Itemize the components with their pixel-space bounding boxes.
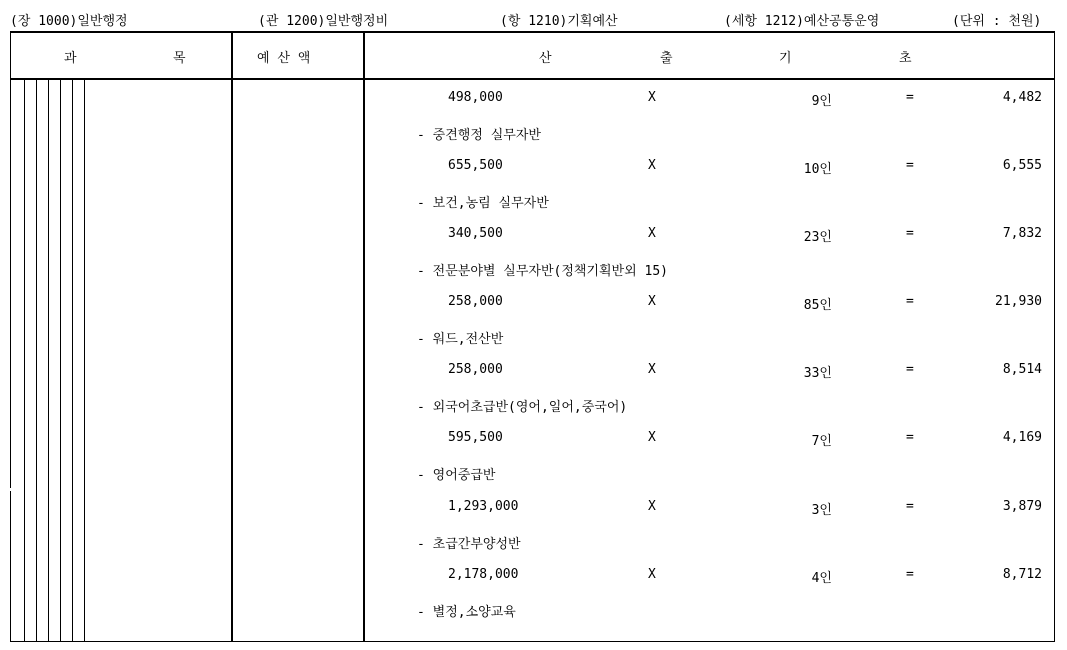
column-header-calc-2: 출 xyxy=(660,51,673,66)
header-gwan: (관 1200)일반행정비 xyxy=(258,14,389,29)
people-count: 33인 xyxy=(803,366,832,381)
multiply-sign: X xyxy=(648,226,656,241)
course-label: - 외국어초급반(영어,일어,중국어) xyxy=(417,400,628,415)
column-header-budget: 예 산 액 xyxy=(257,51,311,66)
calc-row xyxy=(11,226,1056,246)
course-label: - 중견행정 실무자반 xyxy=(417,128,541,143)
amount: 340,500 xyxy=(448,226,503,241)
amount: 595,500 xyxy=(448,430,503,445)
equals-sign: = xyxy=(906,567,914,582)
equals-sign: = xyxy=(906,499,914,514)
course-label-row xyxy=(11,192,1056,212)
budget-table xyxy=(10,31,1055,642)
multiply-sign: X xyxy=(648,567,656,582)
people-count: 4인 xyxy=(811,571,832,586)
amount: 1,293,000 xyxy=(448,499,519,514)
equals-sign: = xyxy=(906,158,914,173)
course-label-row xyxy=(11,328,1056,348)
calc-row xyxy=(11,499,1056,519)
course-label-row xyxy=(11,260,1056,280)
row-total: 3,879 xyxy=(1002,499,1042,514)
calc-row xyxy=(11,90,1056,110)
row-total: 21,930 xyxy=(995,294,1042,309)
equals-sign: = xyxy=(906,362,914,377)
column-header-gwamok-2: 목 xyxy=(173,51,186,66)
column-header-calc-1: 산 xyxy=(539,51,552,66)
course-label: - 별정,소양교육 xyxy=(417,605,516,620)
equals-sign: = xyxy=(906,430,914,445)
table-top-rule xyxy=(10,31,1055,33)
column-header-calc-4: 초 xyxy=(899,51,912,66)
amount: 258,000 xyxy=(448,362,503,377)
multiply-sign: X xyxy=(648,430,656,445)
multiply-sign: X xyxy=(648,90,656,105)
calc-row xyxy=(11,430,1056,450)
header-jang: (장 1000)일반행정 xyxy=(10,14,128,29)
row-total: 8,514 xyxy=(1002,362,1042,377)
header-unit: (단위 : 천원) xyxy=(952,14,1042,29)
people-count: 23인 xyxy=(803,230,832,245)
course-label: - 영어중급반 xyxy=(417,468,496,483)
equals-sign: = xyxy=(906,226,914,241)
equals-sign: = xyxy=(906,90,914,105)
row-total: 4,482 xyxy=(1002,90,1042,105)
amount: 655,500 xyxy=(448,158,503,173)
people-count: 85인 xyxy=(803,298,832,313)
calc-row xyxy=(11,362,1056,382)
multiply-sign: X xyxy=(648,499,656,514)
table-header-rule xyxy=(10,78,1055,80)
people-count: 10인 xyxy=(803,162,832,177)
course-label: - 워드,전산반 xyxy=(417,332,504,347)
row-total: 8,712 xyxy=(1002,567,1042,582)
calc-row xyxy=(11,158,1056,178)
course-label: - 보건,농림 실무자반 xyxy=(417,196,549,211)
amount: 2,178,000 xyxy=(448,567,519,582)
row-total: 4,169 xyxy=(1002,430,1042,445)
people-count: 9인 xyxy=(811,94,832,109)
column-header-calc-3: 기 xyxy=(779,51,792,66)
row-total: 7,832 xyxy=(1002,226,1042,241)
amount: 258,000 xyxy=(448,294,503,309)
calc-row xyxy=(11,567,1056,587)
amount: 498,000 xyxy=(448,90,503,105)
course-label: - 초급간부양성반 xyxy=(417,537,521,552)
header-sehang: (세항 1212)예산공통운영 xyxy=(724,14,880,29)
course-label-row xyxy=(11,124,1056,144)
column-header-gwamok-1: 과 xyxy=(64,51,77,66)
multiply-sign: X xyxy=(648,158,656,173)
calc-row xyxy=(11,294,1056,314)
header-hang: (항 1210)기획예산 xyxy=(500,14,618,29)
page-break-gap xyxy=(10,488,11,491)
course-label: - 전문분야별 실무자반(정책기획반외 15) xyxy=(417,264,668,279)
row-total: 6,555 xyxy=(1002,158,1042,173)
course-label-row xyxy=(11,601,1056,621)
course-label-row xyxy=(11,533,1056,553)
course-label-row xyxy=(11,464,1056,484)
people-count: 3인 xyxy=(811,503,832,518)
people-count: 7인 xyxy=(811,434,832,449)
equals-sign: = xyxy=(906,294,914,309)
multiply-sign: X xyxy=(648,294,656,309)
course-label-row xyxy=(11,396,1056,416)
multiply-sign: X xyxy=(648,362,656,377)
